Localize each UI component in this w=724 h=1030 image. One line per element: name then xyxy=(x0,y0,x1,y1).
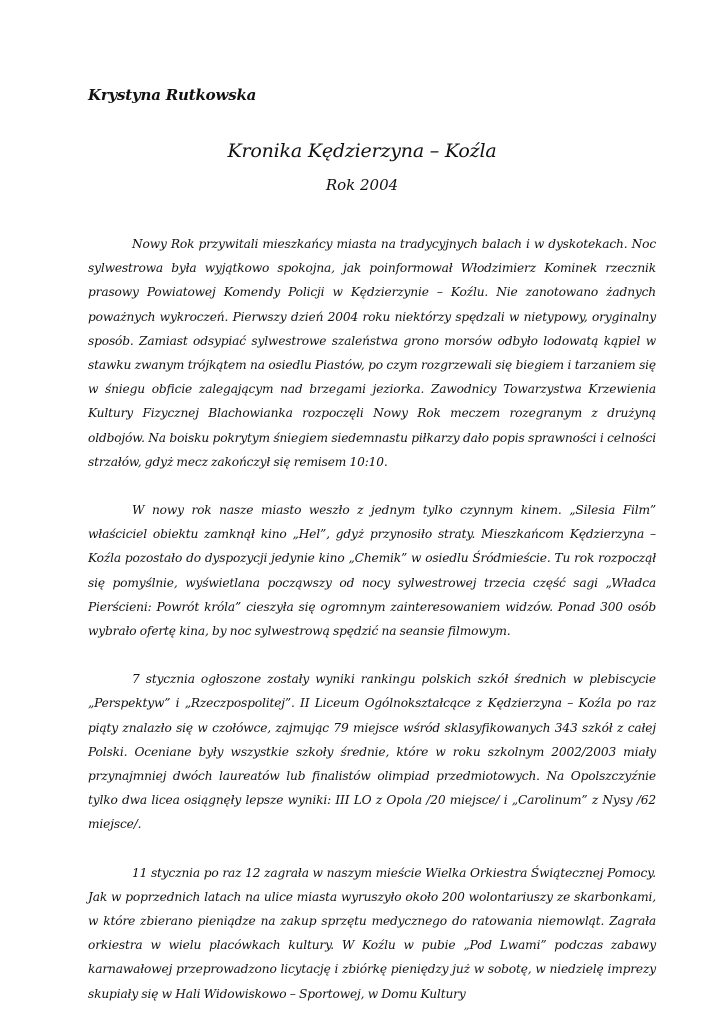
paragraph: 11 stycznia po raz 12 zagrała w naszym mieście Wielka Orkiestra Świątecznej Pomocy. Jak w poprzednich latach na ulice miasta wyruszyło około 200 wolontariuszy ze skarbonkami, w które zbierano pieniądze na zakup sprzętu medycznego do ratowania niemowląt. Zagrała orkiestra w wielu placówkach kultury. W Koźlu w pubie „Pod Lwami” podczas zabawy karnawałowej przeprowadzono licytację i zbiórkę pieniędzy już w sobotę, w niedzielę imprezy skupiały się w Hali Widowiskowo – Sportowej, w Domu Kultury xyxy=(88,865,656,1001)
document-body xyxy=(88,232,656,1030)
document-subtitle: Rok 2004 xyxy=(325,176,399,194)
document-title: Kronika Kędzierzyna – Koźla xyxy=(227,140,497,162)
author-name: Krystyna Rutkowska xyxy=(88,86,257,104)
paragraph: Nowy Rok przywitali mieszkańcy miasta na tradycyjnych balach i w dyskotekach. Noc sylwestrowa była wyjątkowo spokojna, jak poinformował Włodzimierz Kominek rzecznik prasowy Powiatowej Komendy Policji w Kędzierzynie – Koźlu. Nie zanotowano żadnych poważnych wykroczeń. Pierwszy dzień 2004 roku niektórzy spędzali w nietypowy, oryginalny sposób. Zamiast odsypiać sylwestrowe szaleństwa grono morsów odbyło lodowatą kąpiel w stawku zwanym trójkątem na osiedlu Piastów, po czym rozgrzewali się biegiem i tarzaniem się w śniegu obficie zalegającym nad brzegami jeziorka. Zawodnicy Towarzystwa Krzewienia Kultury Fizycznej Blachowianka rozpoczęli Nowy Rok meczem rozegranym z drużyną oldbojów. Na boisku pokrytym śniegiem siedemnastu piłkarzy dało popis sprawności i celności strzałów, gdyż mecz zakończył się remisem 10:10. xyxy=(88,237,656,469)
paragraph: 7 stycznia ogłoszone zostały wyniki rankingu polskich szkół średnich w plebiscycie „Perspektyw” i „Rzeczpospolitej”. II Liceum Ogólnokształcące z Kędzierzyna – Koźla po raz piąty znalazło się w czołówce, zajmując 79 miejsce wśród sklasyfikowanych 343 szkół z całej Polski. Oceniane były wszystkie szkoły średnie, które w roku szkolnym 2002/2003 miały przynajmniej dwóch laureatów lub finalistów olimpiad przedmiotowych. Na Opolszczyźnie tylko dwa licea osiągnęły lepsze wyniki: III LO z Opola /20 miejsce/ i „Carolinum” z Nysy /62 miejsce/. xyxy=(88,672,656,832)
paragraph: W nowy rok nasze miasto weszło z jednym tylko czynnym kinem. „Silesia Film” właściciel obiektu zamknął kino „Hel”, gdyż przynosiło straty. Mieszkańcom Kędzierzyna – Koźla pozostało do dyspozycji jedynie kino „Chemik” w osiedlu Śródmieście. Tu rok rozpoczął się pomyślnie, wyświetlana począwszy od nocy sylwestrowej trzecia część sagi „Władca Pierścieni: Powrót króla” cieszyła się ogromnym zainteresowaniem widzów. Ponad 300 osób wybrało ofertę kina, by noc sylwestrową spędzić na seansie filmowym. xyxy=(88,503,656,639)
